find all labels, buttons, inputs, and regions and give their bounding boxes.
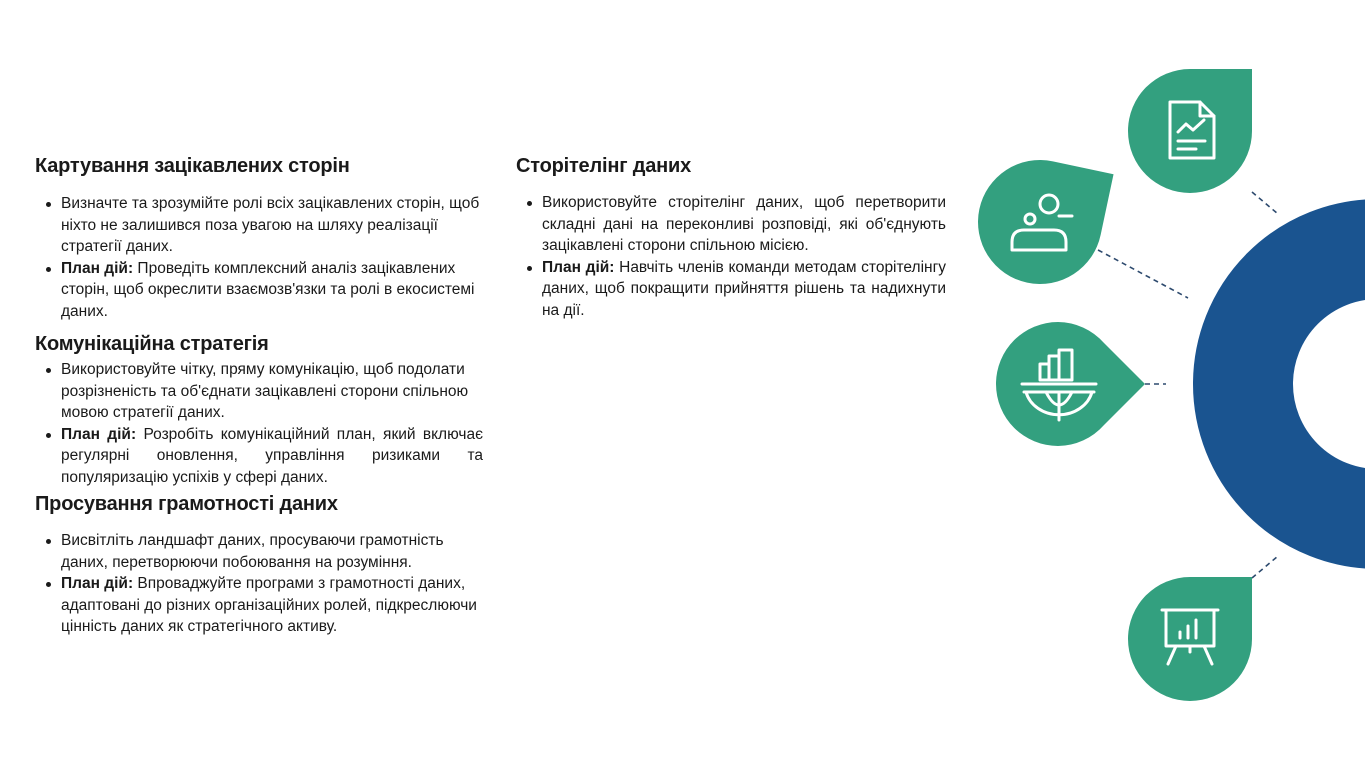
node-presentation-board[interactable] (1128, 577, 1252, 701)
bullet-text: Визначте та зрозумійте ролі всіх зацікавлених сторін, щоб ніхто не залишився поза увагою на шляху реалізації стратегії даних. (61, 195, 480, 255)
section-title: Просування грамотності даних (35, 493, 338, 515)
connector-line (1252, 192, 1278, 214)
plan-label: План дій: (61, 259, 134, 277)
plan-text: Проведіть комплексний аналіз зацікавлених сторін, щоб окреслити взаємозв'язки та ролі в екосистемі даних. (61, 259, 475, 320)
hub-ring (1243, 249, 1365, 519)
plan-label: План дій: (61, 425, 137, 443)
plan-text: Впроваджуйте програми з грамотності даних, адаптовані до різних організаційних ролей, підкреслюючи цінність даних як стратегічного активу. (61, 575, 477, 635)
bullet-text: Використовуйте сторітелінг даних, щоб перетворити складні дані на переконливі розповіді, які об'єднують зацікавлені сторони спільною місією. (542, 194, 946, 254)
plan-label: План дій: (61, 575, 134, 592)
plan-label: План дій: (542, 258, 615, 276)
bullet-text: Використовуйте чітку, пряму комунікацію, щоб подолати розрізненість та об'єднати зацікавлені сторони спільною мовою стратегії даних. (61, 361, 469, 421)
node-globe-chart[interactable] (996, 322, 1145, 446)
connector-line (1098, 250, 1188, 298)
plan-text: Навчіть членів команди методам сторітелінгу даних, щоб покращити прийняття рішень та надихнути на дії. (542, 258, 946, 319)
section-title: Сторітелінг даних (516, 155, 692, 177)
section-title: Комунікаційна стратегія (35, 333, 269, 355)
plan-text: Розробіть комунікаційний план, який включає регулярні оновлення, управління ризиками та популяризацію успіхів у сфері даних. (61, 425, 483, 486)
node-presenter[interactable] (966, 148, 1113, 295)
node-document-chart[interactable] (1128, 69, 1252, 193)
section-title: Картування зацікавлених сторін (35, 155, 350, 177)
bullet-text: Висвітліть ландшафт даних, просуваючи грамотність даних, перетворюючи побоювання на розуміння. (61, 532, 444, 571)
connector-line (1252, 556, 1278, 578)
